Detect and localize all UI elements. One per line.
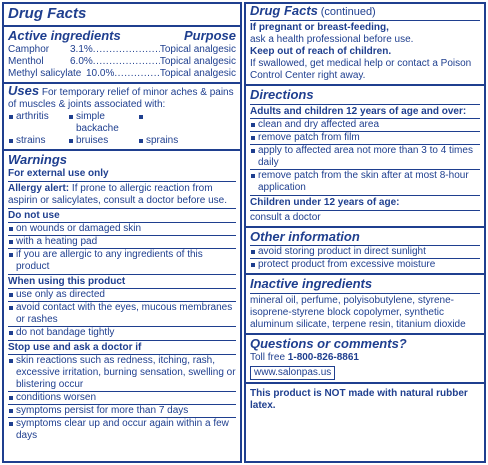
ingredient-percent: 10.0% <box>86 68 115 79</box>
allergy-alert <box>8 183 236 207</box>
list-item: use only as directed <box>8 288 236 301</box>
questions-section <box>246 335 484 384</box>
list-item: avoid contact with the eyes, mucous membranes or rashes <box>8 301 236 326</box>
warnings-section <box>4 151 240 442</box>
uses-item: arthritis <box>8 111 68 135</box>
list-item: skin reactions such as redness, itching, rash, excessive irritation, burning sensation, swelling or blistering occur <box>8 354 236 391</box>
continued-title: Drug Facts <box>250 3 318 18</box>
list-item: protect product from excessive moisture <box>250 258 480 271</box>
drug-facts-right-panel <box>244 2 486 463</box>
other-information-list <box>250 245 480 271</box>
ingredient-row <box>8 56 236 68</box>
ingredient-name: Menthol <box>8 56 44 67</box>
adults-directions-list <box>250 118 480 194</box>
active-ingredients-section <box>4 27 240 84</box>
inactive-ingredients-text: mineral oil, perfume, polyisobutylene, styrene-isoprene-styrene block copolymer, synthetic aluminum silicate, terpene resin, titanium dioxide <box>250 295 466 330</box>
toll-free-label: Toll free <box>250 352 286 363</box>
uses-section <box>4 84 240 151</box>
do-not-use-list <box>8 222 236 273</box>
list-item: remove patch from film <box>250 131 480 144</box>
leader-dots <box>93 44 160 56</box>
children-text: If swallowed, get medical help or contact a Poison Control Center right away. <box>250 58 472 81</box>
ingredient-percent: 6.0% <box>70 56 93 67</box>
stop-use-heading: Stop use and ask a doctor if <box>8 342 142 353</box>
list-item: apply to affected area not more than 3 to 4 times daily <box>250 144 480 169</box>
under12-heading: Children under 12 years of age: <box>250 197 400 208</box>
under12-text: consult a doctor <box>250 212 321 223</box>
warnings-heading: Warnings <box>8 152 67 167</box>
drug-facts-title: Drug Facts <box>8 5 87 22</box>
allergy-text: If prone to allergic reaction from aspirin or salicylates, consult a doctor before use. <box>8 183 227 206</box>
leader-dots <box>93 56 160 68</box>
leader-dots <box>114 68 159 80</box>
adults-heading: Adults and children 12 years of age and over: <box>250 106 467 117</box>
inactive-ingredients-heading: Inactive ingredients <box>250 276 373 291</box>
pregnant-text: ask a health professional before use. <box>250 34 414 45</box>
ingredient-row <box>8 44 236 56</box>
ingredient-purpose: Topical analgesic <box>159 56 236 67</box>
list-item: on wounds or damaged skin <box>8 222 236 235</box>
list-item: clean and dry affected area <box>250 118 480 131</box>
list-item: avoid storing product in direct sunlight <box>250 245 480 258</box>
phone-number[interactable]: 1-800-826-8861 <box>287 352 359 363</box>
uses-item: simple backache <box>68 111 138 135</box>
directions-section <box>246 86 484 228</box>
website-link[interactable]: www.salonpas.us <box>250 366 335 380</box>
when-using-list <box>8 288 236 339</box>
list-item: if you are allergic to any ingredients of this product <box>8 248 236 273</box>
uses-list <box>8 111 236 147</box>
list-item: with a heating pad <box>8 235 236 248</box>
children-heading: Keep out of reach of children. <box>250 46 392 57</box>
ingredient-row <box>8 68 236 80</box>
external-use-note: For external use only <box>8 168 109 179</box>
questions-heading: Questions or comments? <box>250 336 407 351</box>
uses-heading: Uses <box>8 83 40 98</box>
list-item: remove patch from the skin after at most 8-hour application <box>250 169 480 194</box>
do-not-use-heading: Do not use <box>8 210 60 221</box>
directions-heading: Directions <box>250 87 314 102</box>
purpose-heading: Purpose <box>183 28 236 43</box>
list-item: symptoms persist for more than 7 days <box>8 404 236 417</box>
when-using-heading: When using this product <box>8 276 126 287</box>
other-information-heading: Other information <box>250 229 360 244</box>
ingredient-name: Camphor <box>8 44 50 55</box>
uses-text: For temporary relief of minor aches & pains of muscles & joints associated with: <box>8 87 234 110</box>
inactive-ingredients-section <box>246 275 484 335</box>
pregnant-heading: If pregnant or breast-feeding, <box>250 22 389 33</box>
uses-item: sprains <box>138 135 218 147</box>
list-item: symptoms clear up and occur again within a few days <box>8 417 236 442</box>
ingredient-purpose: Topical analgesic <box>159 68 236 79</box>
latex-note-section <box>246 384 484 416</box>
drug-facts-left-panel <box>2 2 242 463</box>
uses-item: bruises <box>68 135 138 147</box>
active-ingredients-heading: Active ingredients <box>8 28 121 43</box>
latex-note: This product is NOT made with natural rubber latex. <box>250 388 468 411</box>
other-information-section <box>246 228 484 275</box>
stop-use-list <box>8 354 236 442</box>
continued-suffix: (continued) <box>320 6 376 18</box>
continued-section <box>246 4 484 86</box>
ingredient-name: Methyl salicylate <box>8 68 82 79</box>
uses-item: strains <box>8 135 68 147</box>
ingredient-percent: 3.1% <box>70 44 93 55</box>
list-item: do not bandage tightly <box>8 326 236 339</box>
title-section <box>4 4 240 27</box>
ingredient-purpose: Topical analgesic <box>159 44 236 55</box>
list-item: conditions worsen <box>8 391 236 404</box>
allergy-label: Allergy alert: <box>8 183 70 194</box>
